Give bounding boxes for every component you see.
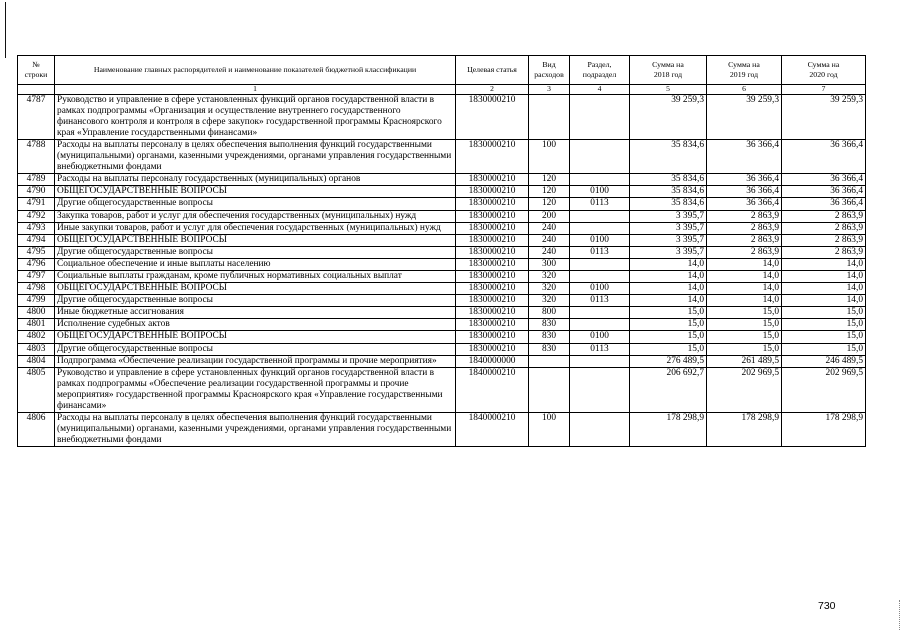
indicator-name: ОБЩЕГОСУДАРСТВЕННЫЕ ВОПРОСЫ xyxy=(55,186,456,198)
sum-2019: 15,0 xyxy=(707,319,782,331)
expense-type: 240 xyxy=(529,222,570,234)
expense-type: 320 xyxy=(529,295,570,307)
section-subsection xyxy=(570,355,630,367)
table-row xyxy=(18,367,866,412)
indicator-name: Исполнение судебных актов xyxy=(55,319,456,331)
header-row-no: № строки xyxy=(18,56,55,85)
target-article: 1830000210 xyxy=(456,139,529,173)
expense-type: 800 xyxy=(529,307,570,319)
indicator-name: Социальные выплаты гражданам, кроме публичных нормативных социальных выплат xyxy=(55,271,456,283)
sum-2019: 36 366,4 xyxy=(707,139,782,173)
target-article: 1830000210 xyxy=(456,331,529,343)
section-subsection xyxy=(570,319,630,331)
sum-2018: 3 395,7 xyxy=(630,246,707,258)
indicator-name: Расходы на выплаты персоналу в целях обеспечения выполнения функций государственными (муниципальными) органами, казенными учреждениями, органами управления государственными внебюджетными фондами xyxy=(55,139,456,173)
sum-2018: 14,0 xyxy=(630,283,707,295)
sum-2018: 3 395,7 xyxy=(630,234,707,246)
section-subsection: 0100 xyxy=(570,331,630,343)
expense-type: 830 xyxy=(529,319,570,331)
target-article: 1830000210 xyxy=(456,271,529,283)
sum-2019: 2 863,9 xyxy=(707,222,782,234)
sum-2020: 14,0 xyxy=(782,271,866,283)
table-row xyxy=(18,246,866,258)
expense-type: 830 xyxy=(529,343,570,355)
row-number: 4804 xyxy=(18,355,55,367)
expense-type: 120 xyxy=(529,174,570,186)
sum-2020: 14,0 xyxy=(782,295,866,307)
sum-2018: 276 489,5 xyxy=(630,355,707,367)
table-row xyxy=(18,413,866,447)
sum-2019: 14,0 xyxy=(707,271,782,283)
column-number xyxy=(18,85,55,95)
section-subsection xyxy=(570,413,630,447)
sum-2020: 178 298,9 xyxy=(782,413,866,447)
column-number-row xyxy=(18,85,866,95)
header-row xyxy=(18,56,866,85)
section-subsection xyxy=(570,367,630,412)
row-number: 4788 xyxy=(18,139,55,173)
section-subsection xyxy=(570,258,630,270)
row-number: 4800 xyxy=(18,307,55,319)
expense-type: 200 xyxy=(529,210,570,222)
sum-2020: 39 259,3 xyxy=(782,94,866,139)
indicator-name: Расходы на выплаты персоналу государственных (муниципальных) органов xyxy=(55,174,456,186)
table-body xyxy=(18,85,866,447)
section-subsection: 0100 xyxy=(570,186,630,198)
target-article: 1830000210 xyxy=(456,283,529,295)
expense-type: 100 xyxy=(529,413,570,447)
sum-2018: 39 259,3 xyxy=(630,94,707,139)
indicator-name: Иные закупки товаров, работ и услуг для обеспечения государственных (муниципальных) нужд xyxy=(55,222,456,234)
indicator-name: Другие общегосударственные вопросы xyxy=(55,295,456,307)
sum-2020: 15,0 xyxy=(782,343,866,355)
target-article: 1840000000 xyxy=(456,355,529,367)
target-article: 1830000210 xyxy=(456,319,529,331)
expense-type: 240 xyxy=(529,246,570,258)
sum-2019: 2 863,9 xyxy=(707,234,782,246)
sum-2020: 2 863,9 xyxy=(782,222,866,234)
row-number: 4795 xyxy=(18,246,55,258)
target-article: 1830000210 xyxy=(456,210,529,222)
left-margin-line xyxy=(5,2,6,58)
table-row xyxy=(18,174,866,186)
sum-2019: 15,0 xyxy=(707,343,782,355)
section-subsection: 0100 xyxy=(570,283,630,295)
sum-2018: 206 692,7 xyxy=(630,367,707,412)
page-number: 730 xyxy=(818,600,836,612)
row-number: 4790 xyxy=(18,186,55,198)
column-number: 3 xyxy=(529,85,570,95)
row-number: 4793 xyxy=(18,222,55,234)
table-row xyxy=(18,283,866,295)
table-row xyxy=(18,331,866,343)
indicator-name: Иные бюджетные ассигнования xyxy=(55,307,456,319)
indicator-name: Подпрограмма «Обеспечение реализации государственной программы и прочие мероприятия» xyxy=(55,355,456,367)
sum-2020: 15,0 xyxy=(782,319,866,331)
sum-2020: 246 489,5 xyxy=(782,355,866,367)
expense-type: 100 xyxy=(529,139,570,173)
table-row xyxy=(18,343,866,355)
sum-2018: 15,0 xyxy=(630,331,707,343)
expense-type: 830 xyxy=(529,331,570,343)
sum-2018: 35 834,6 xyxy=(630,198,707,210)
row-number: 4803 xyxy=(18,343,55,355)
sum-2019: 36 366,4 xyxy=(707,174,782,186)
right-edge-mark xyxy=(899,600,902,630)
table-row xyxy=(18,186,866,198)
row-number: 4806 xyxy=(18,413,55,447)
target-article: 1830000210 xyxy=(456,343,529,355)
sum-2018: 178 298,9 xyxy=(630,413,707,447)
expense-type: 320 xyxy=(529,283,570,295)
sum-2019: 39 259,3 xyxy=(707,94,782,139)
indicator-name: Другие общегосударственные вопросы xyxy=(55,343,456,355)
budget-table xyxy=(17,55,866,447)
sum-2019: 2 863,9 xyxy=(707,210,782,222)
sum-2019: 36 366,4 xyxy=(707,186,782,198)
indicator-name: Руководство и управление в сфере установленных функций органов государственной власти в рамках подпрограммы «Обеспечение реализации государственной программы и прочие мероприятия» государственной программы Красноярского края «Управление государственными финансами» xyxy=(55,367,456,412)
target-article: 1830000210 xyxy=(456,94,529,139)
sum-2018: 3 395,7 xyxy=(630,210,707,222)
target-article: 1830000210 xyxy=(456,174,529,186)
column-number: 2 xyxy=(456,85,529,95)
sum-2019: 2 863,9 xyxy=(707,246,782,258)
expense-type: 120 xyxy=(529,186,570,198)
column-number: 1 xyxy=(55,85,456,95)
table-row xyxy=(18,198,866,210)
table-row xyxy=(18,355,866,367)
indicator-name: Закупка товаров, работ и услуг для обеспечения государственных (муниципальных) нужд xyxy=(55,210,456,222)
sum-2018: 15,0 xyxy=(630,343,707,355)
table-row xyxy=(18,271,866,283)
indicator-name: ОБЩЕГОСУДАРСТВЕННЫЕ ВОПРОСЫ xyxy=(55,331,456,343)
row-number: 4792 xyxy=(18,210,55,222)
expense-type: 120 xyxy=(529,198,570,210)
sum-2018: 14,0 xyxy=(630,295,707,307)
section-subsection xyxy=(570,271,630,283)
sum-2020: 202 969,5 xyxy=(782,367,866,412)
indicator-name: ОБЩЕГОСУДАРСТВЕННЫЕ ВОПРОСЫ xyxy=(55,234,456,246)
header-section: Раздел, подраздел xyxy=(570,56,630,85)
expense-type: 300 xyxy=(529,258,570,270)
header-sum-2019: Сумма на 2019 год xyxy=(707,56,782,85)
indicator-name: Социальное обеспечение и иные выплаты населению xyxy=(55,258,456,270)
table-row xyxy=(18,234,866,246)
row-number: 4787 xyxy=(18,94,55,139)
sum-2020: 36 366,4 xyxy=(782,174,866,186)
indicator-name: ОБЩЕГОСУДАРСТВЕННЫЕ ВОПРОСЫ xyxy=(55,283,456,295)
table-row xyxy=(18,319,866,331)
sum-2020: 14,0 xyxy=(782,258,866,270)
indicator-name: Другие общегосударственные вопросы xyxy=(55,198,456,210)
sum-2020: 2 863,9 xyxy=(782,210,866,222)
table-row xyxy=(18,94,866,139)
sum-2020: 2 863,9 xyxy=(782,234,866,246)
table-row xyxy=(18,210,866,222)
section-subsection xyxy=(570,94,630,139)
sum-2020: 36 366,4 xyxy=(782,198,866,210)
sum-2019: 14,0 xyxy=(707,258,782,270)
indicator-name: Другие общегосударственные вопросы xyxy=(55,246,456,258)
row-number: 4794 xyxy=(18,234,55,246)
expense-type xyxy=(529,355,570,367)
expense-type xyxy=(529,94,570,139)
sum-2019: 178 298,9 xyxy=(707,413,782,447)
row-number: 4798 xyxy=(18,283,55,295)
sum-2018: 3 395,7 xyxy=(630,222,707,234)
section-subsection xyxy=(570,307,630,319)
table-row xyxy=(18,307,866,319)
sum-2019: 14,0 xyxy=(707,295,782,307)
sum-2018: 35 834,6 xyxy=(630,186,707,198)
row-number: 4791 xyxy=(18,198,55,210)
column-number: 5 xyxy=(630,85,707,95)
table-row xyxy=(18,222,866,234)
sum-2018: 15,0 xyxy=(630,307,707,319)
expense-type: 320 xyxy=(529,271,570,283)
target-article: 1840000210 xyxy=(456,413,529,447)
target-article: 1830000210 xyxy=(456,258,529,270)
sum-2018: 35 834,6 xyxy=(630,174,707,186)
table-row xyxy=(18,139,866,173)
section-subsection: 0113 xyxy=(570,198,630,210)
sum-2018: 35 834,6 xyxy=(630,139,707,173)
header-sum-2020: Сумма на 2020 год xyxy=(782,56,866,85)
row-number: 4799 xyxy=(18,295,55,307)
sum-2020: 36 366,4 xyxy=(782,186,866,198)
target-article: 1830000210 xyxy=(456,307,529,319)
target-article: 1830000210 xyxy=(456,295,529,307)
section-subsection xyxy=(570,222,630,234)
target-article: 1840000210 xyxy=(456,367,529,412)
table-row xyxy=(18,258,866,270)
section-subsection xyxy=(570,210,630,222)
target-article: 1830000210 xyxy=(456,222,529,234)
section-subsection: 0113 xyxy=(570,343,630,355)
target-article: 1830000210 xyxy=(456,186,529,198)
sum-2018: 14,0 xyxy=(630,271,707,283)
row-number: 4801 xyxy=(18,319,55,331)
sum-2019: 202 969,5 xyxy=(707,367,782,412)
row-number: 4805 xyxy=(18,367,55,412)
section-subsection xyxy=(570,139,630,173)
sum-2020: 14,0 xyxy=(782,283,866,295)
sum-2020: 15,0 xyxy=(782,307,866,319)
header-expense-type: Вид расходов xyxy=(529,56,570,85)
row-number: 4802 xyxy=(18,331,55,343)
target-article: 1830000210 xyxy=(456,246,529,258)
column-number: 4 xyxy=(570,85,630,95)
sum-2020: 15,0 xyxy=(782,331,866,343)
sum-2018: 14,0 xyxy=(630,258,707,270)
sum-2020: 36 366,4 xyxy=(782,139,866,173)
row-number: 4797 xyxy=(18,271,55,283)
indicator-name: Руководство и управление в сфере установленных функций органов государственной власти в рамках подпрограммы «Организация и осуществление внутреннего государственного финансового контроля и контроля в сфере закупок» государственной программы Красноярского края «Управление государственными финансами» xyxy=(55,94,456,139)
header-target: Целевая статья xyxy=(456,56,529,85)
column-number: 7 xyxy=(782,85,866,95)
sum-2019: 15,0 xyxy=(707,307,782,319)
header-name: Наименование главных распорядителей и наименование показателей бюджетной классификации xyxy=(55,56,456,85)
header-sum-2018: Сумма на 2018 год xyxy=(630,56,707,85)
target-article: 1830000210 xyxy=(456,234,529,246)
indicator-name: Расходы на выплаты персоналу в целях обеспечения выполнения функций государственными (муниципальными) органами, казенными учреждениями, органами управления государственными внебюджетными фондами xyxy=(55,413,456,447)
target-article: 1830000210 xyxy=(456,198,529,210)
sum-2019: 36 366,4 xyxy=(707,198,782,210)
sum-2019: 14,0 xyxy=(707,283,782,295)
row-number: 4789 xyxy=(18,174,55,186)
table-row xyxy=(18,295,866,307)
expense-type xyxy=(529,367,570,412)
section-subsection: 0113 xyxy=(570,246,630,258)
sum-2020: 2 863,9 xyxy=(782,246,866,258)
column-number: 6 xyxy=(707,85,782,95)
sum-2019: 261 489,5 xyxy=(707,355,782,367)
sum-2018: 15,0 xyxy=(630,319,707,331)
sum-2019: 15,0 xyxy=(707,331,782,343)
row-number: 4796 xyxy=(18,258,55,270)
section-subsection: 0100 xyxy=(570,234,630,246)
section-subsection xyxy=(570,174,630,186)
expense-type: 240 xyxy=(529,234,570,246)
section-subsection: 0113 xyxy=(570,295,630,307)
